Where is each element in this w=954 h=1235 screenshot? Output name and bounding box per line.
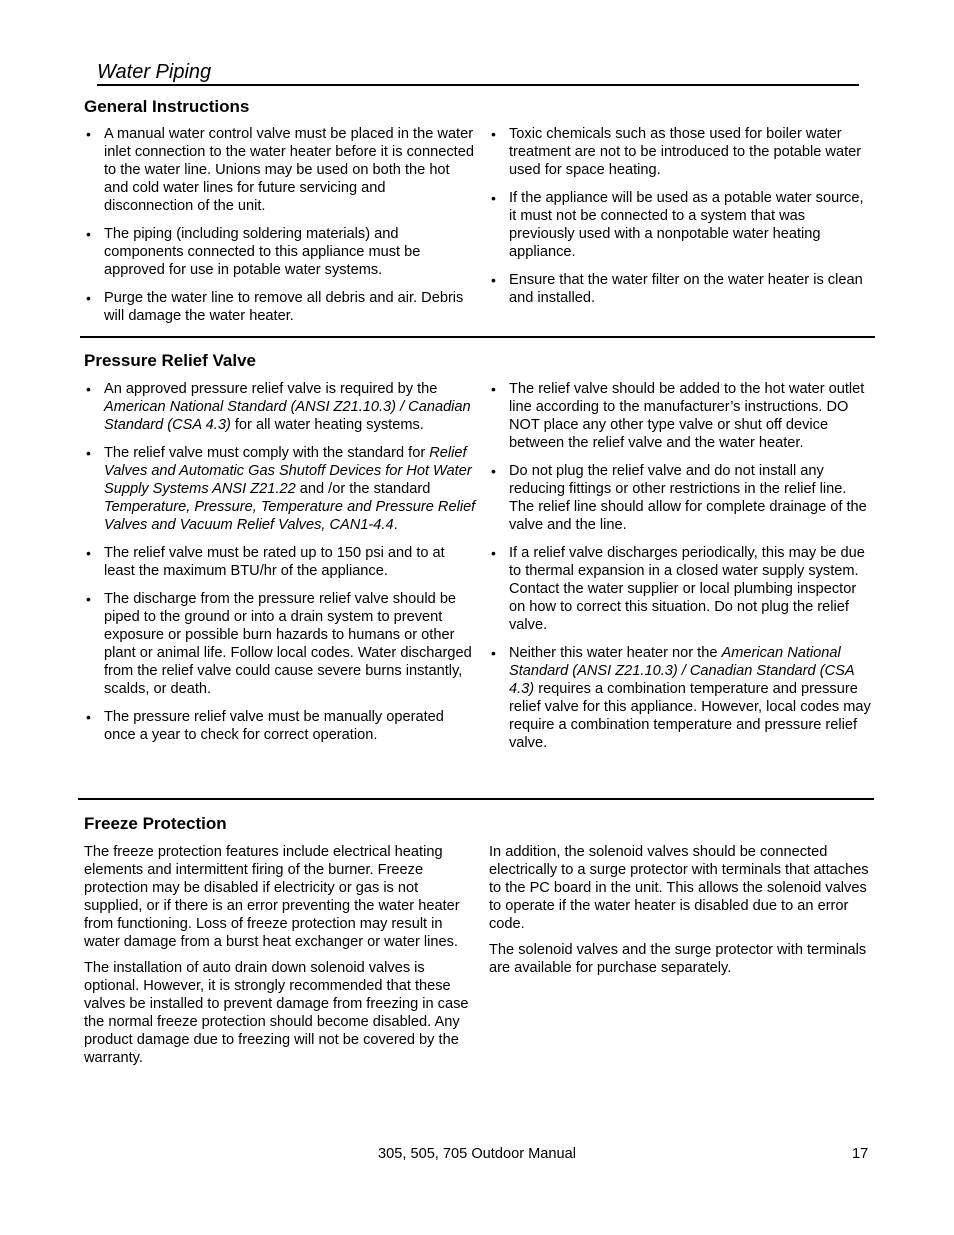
list-item bbox=[84, 544, 476, 580]
section-heading-freeze: Freeze Protection bbox=[84, 814, 227, 833]
list-item bbox=[84, 444, 476, 534]
list-item bbox=[489, 125, 873, 179]
section-divider bbox=[78, 798, 874, 800]
list-item bbox=[84, 708, 476, 744]
text-run: If a relief valve discharges periodically, this may be due to thermal expansion in a closed water supply system. Contact the water supplier or local plumbing inspector on how to correct this situation. Do not plug the relief valve. bbox=[509, 545, 865, 633]
list-item bbox=[489, 644, 873, 752]
text-run: for all water heating systems. bbox=[230, 417, 424, 433]
freeze-left-text bbox=[84, 843, 476, 1075]
text-run: The relief valve should be added to the hot water outlet line according to the manufacturer’s instructions. DO NOT place any other type valve or shut off device between the relief valve and the water heater. bbox=[509, 381, 865, 451]
standard-citation: American National Standard (ANSI Z21.10.3) / Canadian Standard (CSA 4.3) bbox=[509, 645, 855, 697]
text-run: . bbox=[393, 517, 398, 533]
standard-citation: Temperature, Pressure, Temperature and Pressure Relief Valves and Vacuum Relief Valves, CAN1-4.4 bbox=[104, 499, 476, 533]
paragraph: The freeze protection features include electrical heating elements and intermittent firing of the burner. Freeze protection may be disabled if electricity or gas is not supplied, or if there is an error preventing the water heater from functioning. Loss of freeze protection may result in water damage from a burst heat exchanger or water lines. bbox=[84, 844, 460, 950]
text-run: The relief valve must be rated up to 150 psi and to at least the maximum BTU/hr of the appliance. bbox=[104, 545, 445, 579]
list-item bbox=[489, 271, 873, 307]
text-run: Do not plug the relief valve and do not install any reducing fittings or other restrictions in the relief line. The relief line should allow for complete drainage of the valve and the line. bbox=[509, 463, 867, 533]
relief-right-list bbox=[489, 380, 873, 762]
text-run: requires a combination temperature and pressure relief valve for this appliance. However, local codes may require a combination temperature and pressure relief valve. bbox=[509, 681, 871, 751]
paragraph: The solenoid valves and the surge protector with terminals are available for purchase separately. bbox=[489, 942, 867, 976]
text-run: The piping (including soldering materials) and components connected to this appliance must be approved for use in potable water systems. bbox=[104, 226, 421, 278]
list-item bbox=[84, 225, 476, 279]
section-heading-relief: Pressure Relief Valve bbox=[84, 351, 257, 370]
standard-citation: American National Standard (ANSI Z21.10.3) / Canadian Standard (CSA 4.3) bbox=[104, 399, 471, 433]
freeze-right-text bbox=[489, 843, 873, 985]
general-left-list bbox=[84, 125, 476, 335]
list-item bbox=[489, 189, 873, 261]
text-run: An approved pressure relief valve is required by the bbox=[104, 381, 438, 397]
footer-manual-title: 305, 505, 705 Outdoor Manual bbox=[378, 1146, 576, 1162]
standard-citation: Relief Valves and Automatic Gas Shutoff Devices for Hot Water Supply Systems ANSI Z21.22 bbox=[104, 445, 472, 497]
page-number: 17 bbox=[852, 1146, 869, 1162]
text-run: Toxic chemicals such as those used for boiler water treatment are not to be introduced to the potable water used for space heating. bbox=[509, 126, 862, 178]
text-run: The pressure relief valve must be manually operated once a year to check for correct operation. bbox=[104, 709, 444, 743]
list-item bbox=[84, 289, 476, 325]
list-item bbox=[84, 125, 476, 215]
paragraph: The installation of auto drain down solenoid valves is optional. However, it is strongly recommended that these valves be installed to prevent damage from freezing in case the normal freeze protection should become disabled. Any product damage due to freezing will not be covered by the warranty. bbox=[84, 960, 469, 1066]
list-item bbox=[489, 462, 873, 534]
text-run: Neither this water heater nor the bbox=[509, 645, 722, 661]
list-item bbox=[489, 380, 873, 452]
paragraph: In addition, the solenoid valves should be connected electrically to a surge protector with terminals that attaches to the PC board in the unit. This allows the solenoid valves to operate if the water heater is disabled due to an error code. bbox=[489, 844, 869, 932]
list-item bbox=[489, 544, 873, 634]
text-run: A manual water control valve must be placed in the water inlet connection to the water heater before it is connected to the water line. Unions may be used on both the hot and cold water lines for future servicing and disconnection of the unit. bbox=[104, 126, 474, 214]
text-run: If the appliance will be used as a potable water source, it must not be connected to a system that was previously used with a nonpotable water heating appliance. bbox=[509, 190, 864, 260]
list-item bbox=[84, 590, 476, 698]
list-item bbox=[84, 380, 476, 434]
text-run: The relief valve must comply with the standard for bbox=[104, 445, 430, 461]
text-run: and /or the standard bbox=[295, 481, 431, 497]
relief-left-list bbox=[84, 380, 476, 754]
section-heading-general: General Instructions bbox=[84, 97, 250, 116]
page-title: Water Piping bbox=[97, 60, 859, 86]
text-run: Ensure that the water filter on the water heater is clean and installed. bbox=[509, 272, 863, 306]
section-divider bbox=[80, 336, 875, 338]
text-run: The discharge from the pressure relief valve should be piped to the ground or into a drain system to prevent exposure or possible burn hazards to humans or other plant or animal life. Follow local codes. Water discharged from the relief valve could cause severe burns instantly, scalds, or death. bbox=[104, 591, 472, 697]
text-run: Purge the water line to remove all debris and air. Debris will damage the water heater. bbox=[104, 290, 464, 324]
general-right-list bbox=[489, 125, 873, 317]
